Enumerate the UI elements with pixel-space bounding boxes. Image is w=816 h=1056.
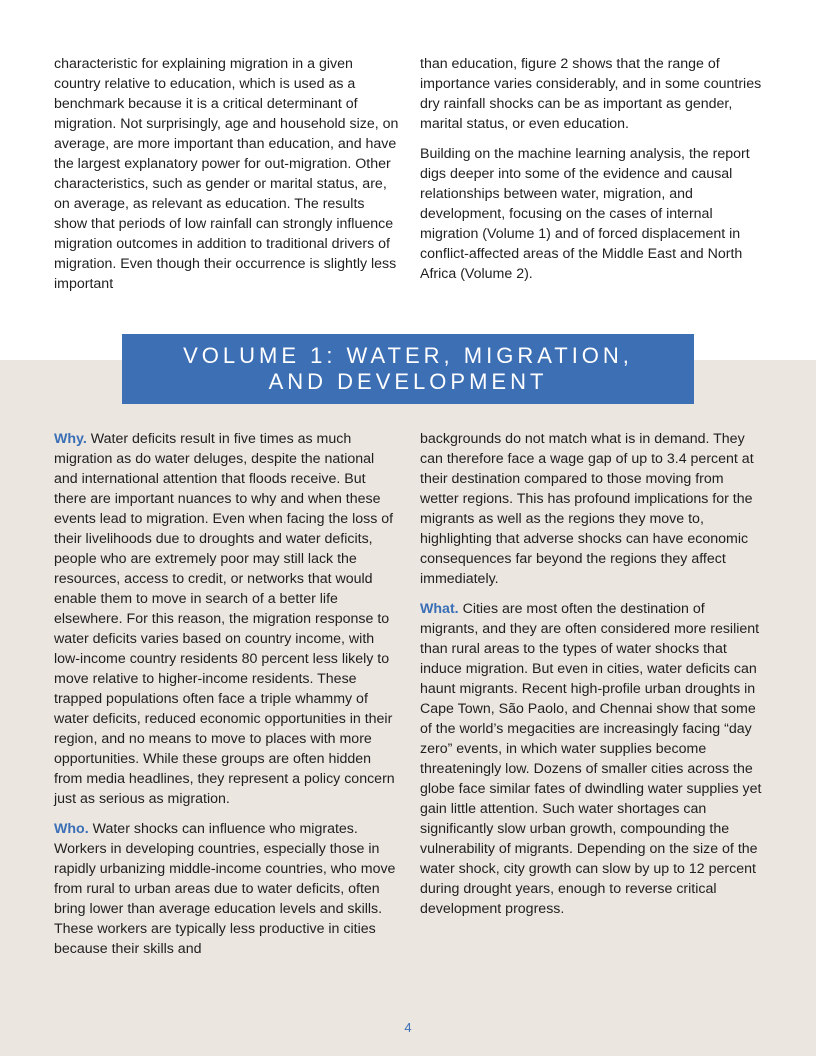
section-banner [122,334,694,404]
intro-right-paragraph-1: than education, figure 2 shows that the range of importance varies considerably, and in some countries dry rainfall shocks can be as important as gender, marital status, or even education. [420,56,762,132]
who-text: Water shocks can influence who migrates. Workers in developing countries, especially those in rapidly urbanizing middle-income countries, who move from rural to urban areas due to water deficits, often bring lower than average education levels and skills. These workers are typically less productive in cities because their skills and [54,821,396,957]
intro-right-column [420,54,766,294]
why-lead: Why. [54,431,87,447]
what-text: Cities are most often the destination of migrants, and they are often considered more resilient than rural areas to the types of water shocks that induce migration. But even in cities, water deficits can haunt migrants. Recent high-profile urban droughts in Cape Town, São Paolo, and Chennai show that some of the world’s megacities are increasingly facing “day zero” events, in which water supplies become threateningly low. Dozens of smaller cities across the globe face similar fates of dwindling water supplies yet gain little attention. Such water shortages can significantly slow urban growth, compounding the vulnerability of migrants. Depending on the size of the water shock, city growth can slow by up to 12 percent during drought years, enough to reverse critical development progress. [420,601,762,917]
intro-left-paragraph: characteristic for explaining migration in a given country relative to education, which is used as a benchmark because it is a critical determinant of migration. Not surprisingly, age and household size, on average, are more important than education, and have the largest explanatory power for out-migration. Other characteristics, such as gender or marital status, are, on average, as relevant as education. The results show that periods of low rainfall can strongly influence migration outcomes in addition to traditional drivers of migration. Even though their occurrence is slightly less important [54,56,399,292]
who-paragraph [54,819,400,959]
why-text: Water deficits result in five times as much migration as do water deluges, despite the national and international attention that floods receive. But there are important nuances to why and when these events lead to migration. Even when facing the loss of their livelihoods due to droughts and water deficits, people who are extremely poor may still lack the resources, access to credit, or networks that would enable them to move in search of a better life elsewhere. For this reason, the migration response to water deficits varies based on country income, with low-income country residents 80 percent less likely to move relative to higher-income residents. These trapped populations often face a triple whammy of water deficits, reduced economic opportunities in their region, and no means to move to places with more opportunities. While these groups are often hidden from media headlines, they represent a policy concern just as serious as migration. [54,431,395,807]
volume1-left-column [54,429,400,969]
banner-title-line-1: VOLUME 1: WATER, MIGRATION, [183,343,633,368]
what-lead: What. [420,601,459,617]
intro-left-column [54,54,400,304]
continued-paragraph: backgrounds do not match what is in demand. They can therefore face a wage gap of up to 3.4 percent at their destination compared to those moving from wetter regions. This has profound implications for the migrants as well as the regions they move to, highlighting that adverse shocks can have economic consequences far beyond the regions they affect immediately. [420,431,754,587]
what-paragraph [420,599,766,919]
page-number: 4 [404,1020,412,1035]
who-lead: Who. [54,821,89,837]
volume1-right-column [420,429,766,929]
intro-right-paragraph-2: Building on the machine learning analysis, the report digs deeper into some of the evidence and causal relationships between water, migration, and development, focusing on the cases of internal migration (Volume 1) and of forced displacement in conflict-affected areas of the Middle East and North Africa (Volume 2). [420,146,750,282]
why-paragraph [54,429,400,809]
banner-title-line-2: AND DEVELOPMENT [268,369,548,394]
